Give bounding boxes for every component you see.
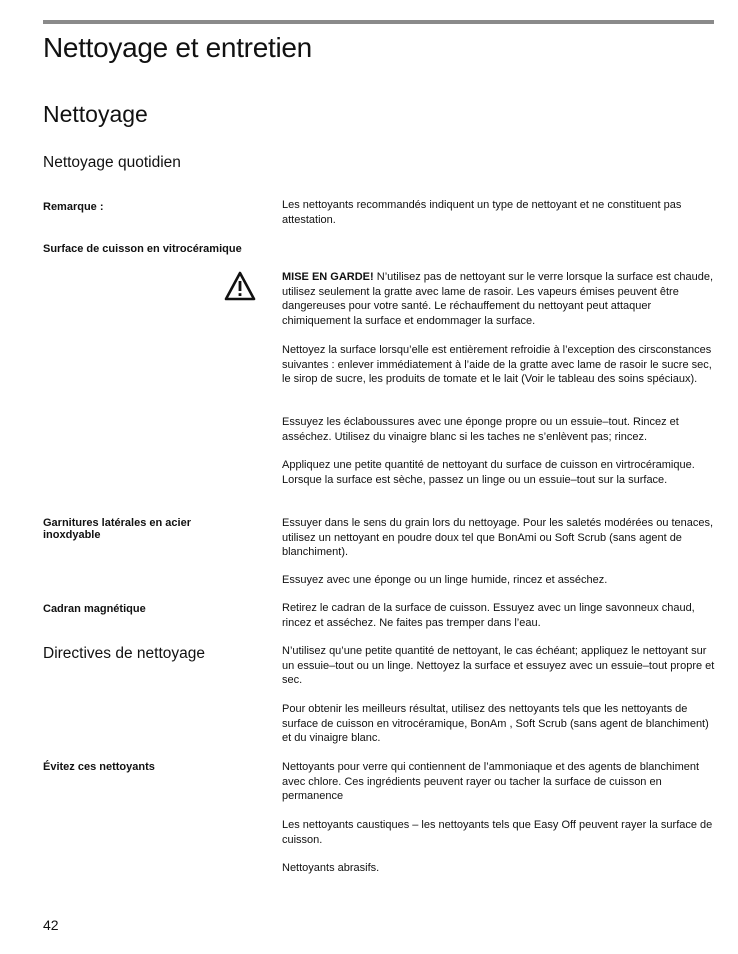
paragraph-warning: [282, 270, 718, 328]
paragraph-surface-2: Essuyez les éclaboussures avec une éponge propre ou un essuie–tout. Rincez et asséchez. Utilisez du vinaigre blanc si les taches ne s’enlèvent pas; rincez.: [282, 416, 679, 443]
warning-text: N’utilisez pas de nettoyant sur le verre lorsque la surface est chaude, utilisez seulement la gratte avec lame de rasoir. Les vapeurs émises peuvent être dangereuses pour votre santé. Le réchauffement du nettoyant peut attaquer chimiquement la surface et endommager la surface.: [282, 271, 714, 327]
subsection-heading-directives: Directives de nettoyage: [43, 645, 205, 662]
subsection-heading-daily: Nettoyage quotidien: [43, 154, 181, 171]
label-remarque: Remarque :: [43, 201, 104, 213]
warning-lead: MISE EN GARDE!: [282, 271, 374, 283]
page-title: Nettoyage et entretien: [43, 32, 312, 63]
label-garnitures: Garnitures latérales en acier inoxdyable: [43, 517, 191, 541]
label-cadran: Cadran magnétique: [43, 603, 146, 615]
paragraph-surface-3: Appliquez une petite quantité de nettoyant du surface de cuisson en virtrocéramique. Lorsque la surface est sèche, passez un linge ou un essuie–tout sur la surface.: [282, 459, 695, 486]
paragraph-remarque: Les nettoyants recommandés indiquent un type de nettoyant et ne constituent pas attestation.: [282, 199, 682, 226]
paragraph-cadran: Retirez le cadran de la surface de cuisson. Essuyez avec un linge savonneux chaud, rincez et asséchez. Ne faites pas tremper dans l’eau.: [282, 602, 695, 629]
label-evitez: Évitez ces nettoyants: [43, 761, 155, 773]
warning-triangle-icon: [224, 271, 256, 301]
label-surface: Surface de cuisson en vitrocéramique: [43, 243, 242, 255]
paragraph-evitez-1: Nettoyants pour verre qui contiennent de l’ammoniaque et des agents de blanchiment avec chlore. Ces ingrédients peuvent rayer ou tacher la surface de cuisson en permanence: [282, 761, 700, 803]
top-rule: [43, 20, 714, 24]
section-heading: Nettoyage: [43, 101, 148, 127]
page-number: 42: [43, 917, 59, 933]
paragraph-directives-2: Pour obtenir les meilleurs résultat, utilisez des nettoyants tels que les nettoyants de surface de cuisson en vitrocéramique, BonAm , Soft Scrub (sans agent de blanchiment) et du vinaigre blanc.: [282, 703, 709, 745]
paragraph-garnitures-2: Essuyez avec une éponge ou un linge humide, rincez et asséchez.: [282, 574, 608, 586]
paragraph-garnitures-1: Essuyer dans le sens du grain lors du nettoyage. Pour les saletés modérées ou tenaces, utilisez un nettoyant en poudre doux tel que BonAmi ou Soft Scrub (sans agent de blanchiment).: [282, 517, 714, 559]
paragraph-evitez-3: Nettoyants abrasifs.: [282, 862, 380, 874]
paragraph-evitez-2: Les nettoyants caustiques – les nettoyants tels que Easy Off peuvent rayer la surface de cuisson.: [282, 819, 713, 846]
paragraph-directives-1: N’utilisez qu’une petite quantité de nettoyant, le cas échéant; appliquez le nettoyant sur un essuie–tout ou un linge. Nettoyez la surface et essuyez avec un essuie–tout propre et sec.: [282, 645, 715, 687]
paragraph-surface-1: Nettoyez la surface lorsqu’elle est entièrement refroidie à l’exception des cirsconstances suivantes : enlever immédiatement à l’aide de la gratte avec lame de rasoir le sucre sec, le sirop de sucre, les produits de tomate et le lait (Voir le tableau des soins spéciaux).: [282, 344, 712, 386]
